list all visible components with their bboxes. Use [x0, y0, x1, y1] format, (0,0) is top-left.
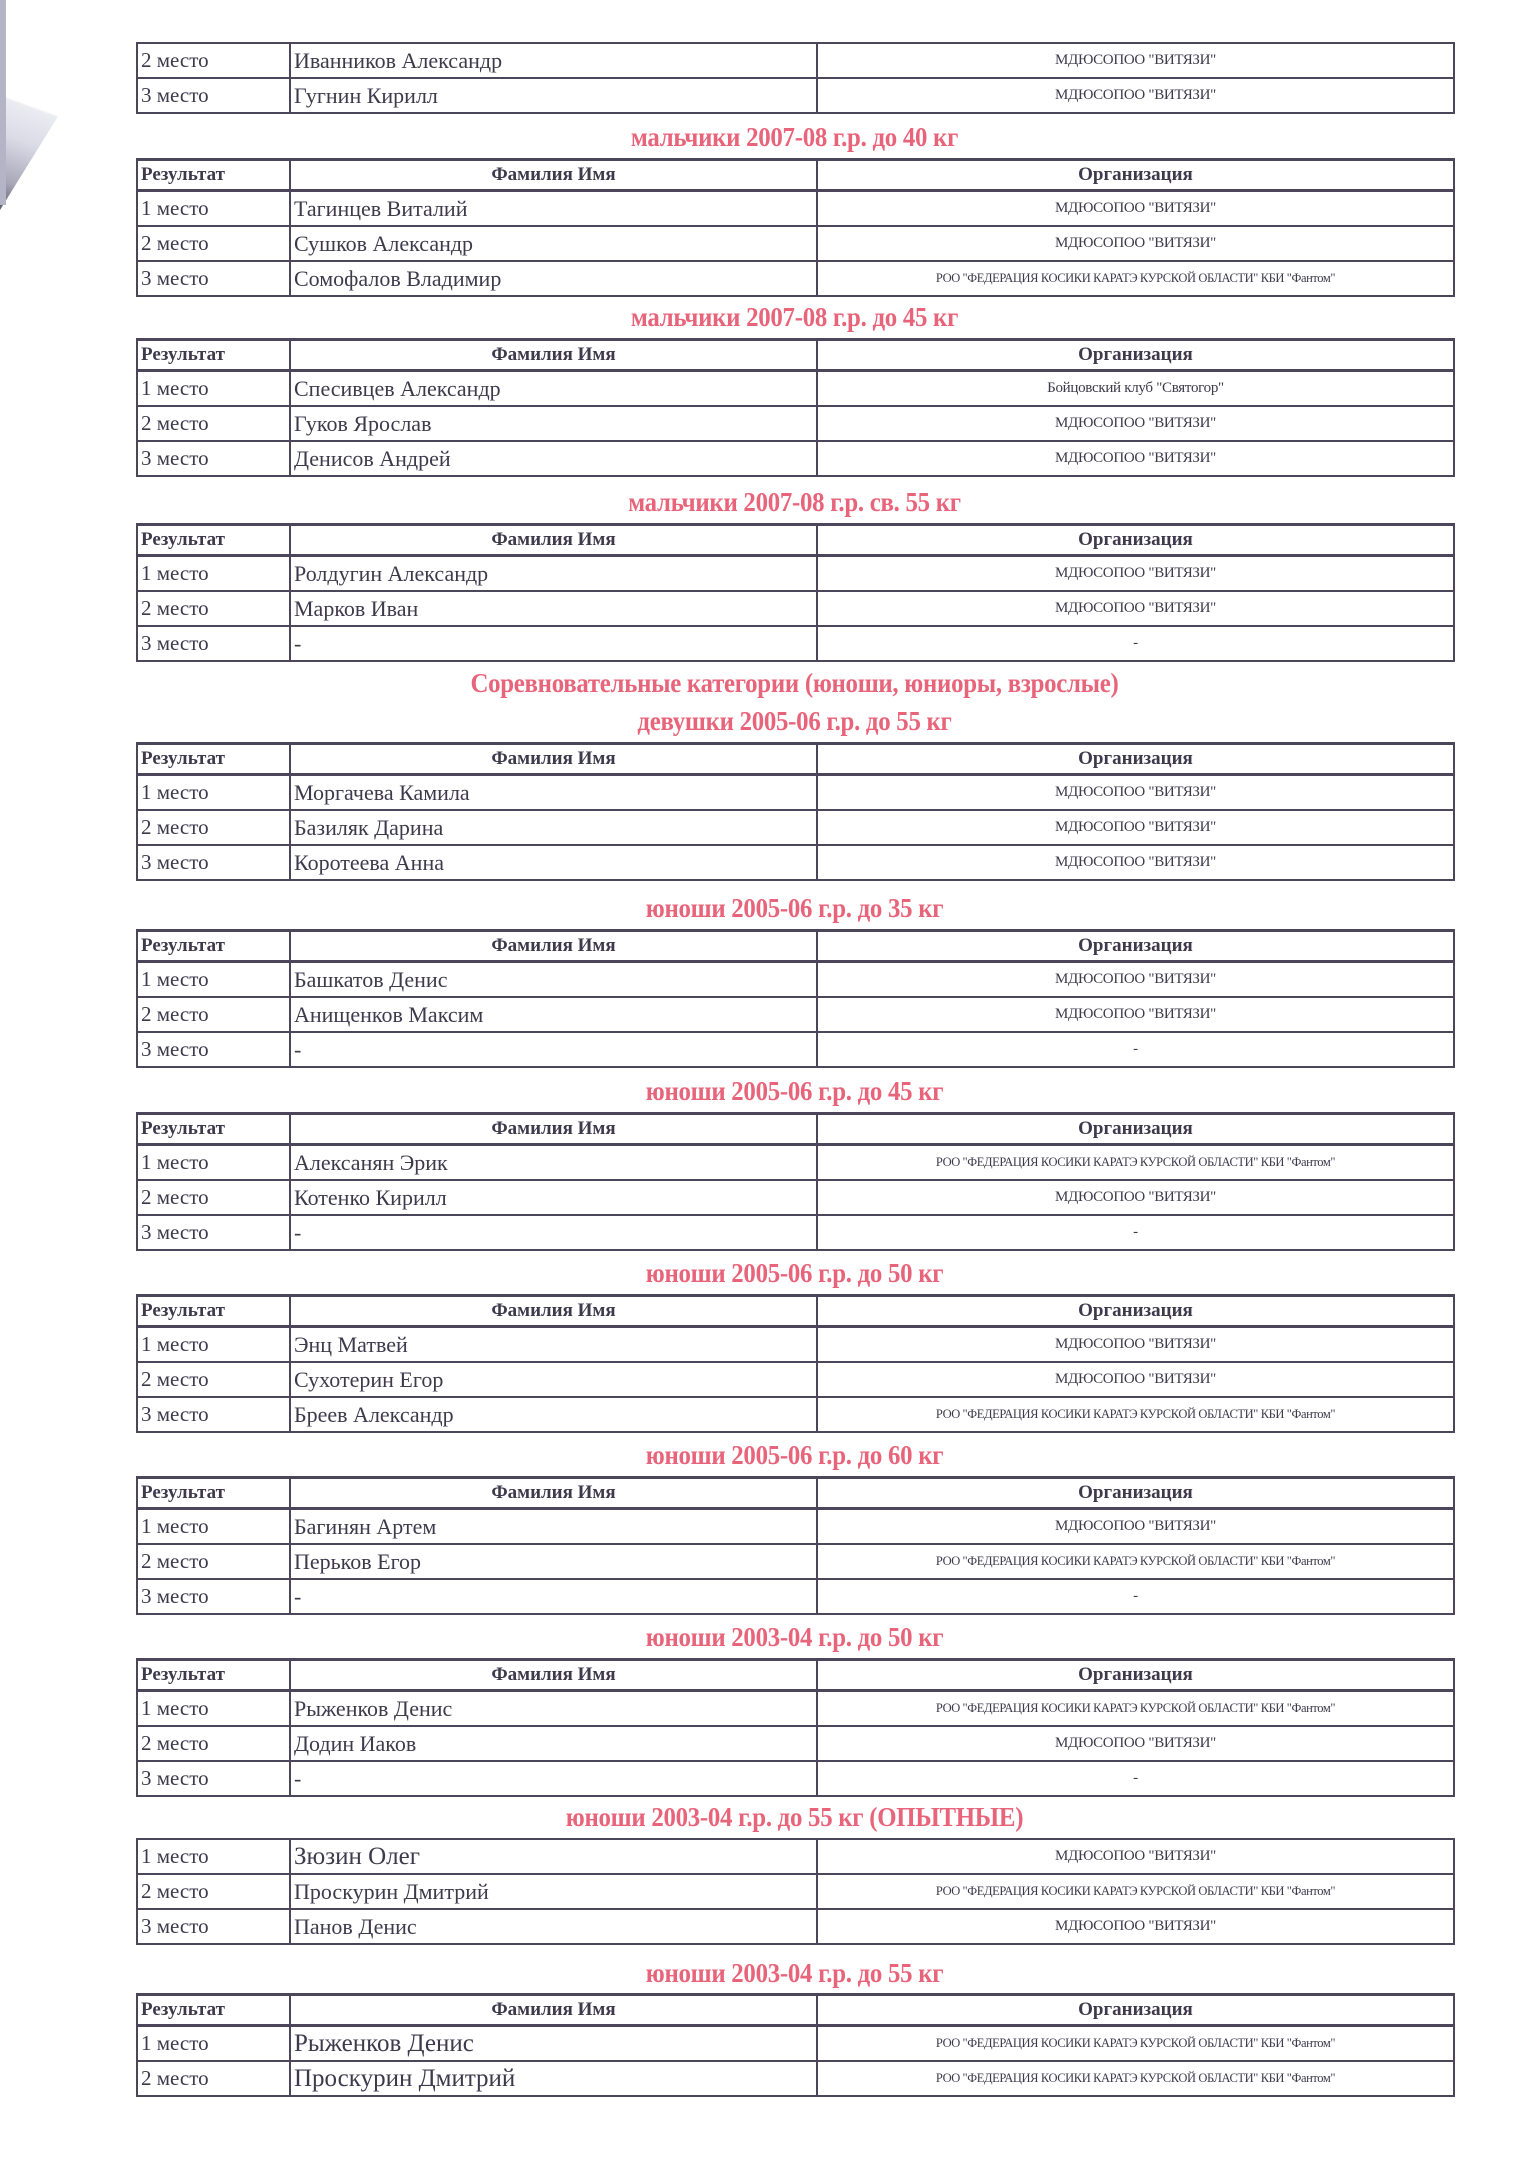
category-title: мальчики 2007-08 г.р. св. 55 кг [628, 487, 961, 517]
place-cell: 2 место [137, 1180, 290, 1215]
place-cell: 2 место [137, 1544, 290, 1579]
results-table [136, 742, 1455, 881]
organization-cell: РОО "ФЕДЕРАЦИЯ КОСИКИ КАРАТЭ КУРСКОЙ ОБЛАСТИ" КБИ "Фантом" [817, 1145, 1454, 1181]
results-table-wrapper [136, 42, 1453, 114]
organization-cell: МДЮСОПОО "ВИТЯЗИ" [817, 441, 1454, 476]
category-title: юноши 2003-04 г.р. до 55 кг [645, 1958, 944, 1988]
table-row [137, 1691, 1454, 1727]
category-title: юноши 2005-06 г.р. до 50 кг [645, 1258, 944, 1288]
table-row [137, 1544, 1454, 1579]
place-cell: 1 место [137, 1691, 290, 1727]
results-table [136, 1476, 1455, 1615]
athlete-name-cell: - [290, 1761, 817, 1796]
athlete-name-cell: Бреев Александр [290, 1397, 817, 1432]
athlete-name-cell: Денисов Андрей [290, 441, 817, 476]
table-row [137, 1726, 1454, 1761]
athlete-name-cell: Спесивцев Александр [290, 371, 817, 407]
organization-cell: РОО "ФЕДЕРАЦИЯ КОСИКИ КАРАТЭ КУРСКОЙ ОБЛАСТИ" КБИ "Фантом" [817, 2026, 1454, 2062]
organization-cell: РОО "ФЕДЕРАЦИЯ КОСИКИ КАРАТЭ КУРСКОЙ ОБЛАСТИ" КБИ "Фантом" [817, 1544, 1454, 1579]
table-row [137, 1909, 1454, 1944]
results-table [136, 929, 1455, 1068]
place-cell: 1 место [137, 1509, 290, 1545]
place-cell: 1 место [137, 556, 290, 592]
results-table [136, 42, 1455, 114]
results-table-wrapper [136, 1294, 1453, 1433]
athlete-name-cell: - [290, 626, 817, 661]
organization-cell: - [817, 1761, 1454, 1796]
table-row [137, 845, 1454, 880]
place-cell: 3 место [137, 1032, 290, 1067]
column-header-result: Результат [137, 160, 290, 191]
organization-cell: - [817, 1215, 1454, 1250]
category-title: юноши 2005-06 г.р. до 35 кг [645, 893, 944, 923]
athlete-name-cell: Зюзин Олег [290, 1839, 817, 1874]
results-table-wrapper [136, 1993, 1453, 2097]
category-title: юноши 2003-04 г.р. до 55 кг (ОПЫТНЫЕ) [565, 1802, 1024, 1832]
place-cell: 3 место [137, 1215, 290, 1250]
results-table [136, 158, 1455, 297]
place-cell: 1 место [137, 1145, 290, 1181]
column-header-org: Организация [817, 160, 1454, 191]
results-table-wrapper [136, 742, 1453, 881]
group-title: Соревновательные категории (юноши, юниоры, взрослые) [470, 668, 1119, 698]
category-title: девушки 2005-06 г.р. до 55 кг [637, 706, 952, 736]
organization-cell: МДЮСОПОО "ВИТЯЗИ" [817, 775, 1454, 811]
column-header-name: Фамилия Имя [290, 160, 817, 191]
organization-cell: - [817, 626, 1454, 661]
column-header-result: Результат [137, 1296, 290, 1327]
column-header-org: Организация [817, 1995, 1454, 2026]
results-table-wrapper [136, 338, 1453, 477]
athlete-name-cell: - [290, 1215, 817, 1250]
table-row [137, 810, 1454, 845]
column-header-result: Результат [137, 931, 290, 962]
athlete-name-cell: Гуков Ярослав [290, 406, 817, 441]
place-cell: 1 место [137, 1327, 290, 1363]
results-table [136, 1838, 1455, 1945]
athlete-name-cell: Проскурин Дмитрий [290, 1874, 817, 1909]
place-cell: 1 место [137, 1839, 290, 1874]
results-table-wrapper [136, 1112, 1453, 1251]
table-row [137, 1032, 1454, 1067]
column-header-result: Результат [137, 1660, 290, 1691]
column-header-name: Фамилия Имя [290, 744, 817, 775]
organization-cell: - [817, 1032, 1454, 1067]
athlete-name-cell: Коротеева Анна [290, 845, 817, 880]
place-cell: 2 место [137, 226, 290, 261]
athlete-name-cell: Тагинцев Виталий [290, 191, 817, 227]
organization-cell: РОО "ФЕДЕРАЦИЯ КОСИКИ КАРАТЭ КУРСКОЙ ОБЛАСТИ" КБИ "Фантом" [817, 1397, 1454, 1432]
scanned-page-edge [0, 0, 6, 205]
athlete-name-cell: - [290, 1032, 817, 1067]
place-cell: 2 место [137, 1726, 290, 1761]
place-cell: 1 место [137, 191, 290, 227]
place-cell: 3 место [137, 1579, 290, 1614]
place-cell: 1 место [137, 962, 290, 998]
organization-cell: МДЮСОПОО "ВИТЯЗИ" [817, 406, 1454, 441]
place-cell: 3 место [137, 78, 290, 113]
place-cell: 3 место [137, 261, 290, 296]
place-cell: 2 место [137, 997, 290, 1032]
table-row [137, 775, 1454, 811]
column-header-result: Результат [137, 744, 290, 775]
place-cell: 3 место [137, 1909, 290, 1944]
results-table [136, 523, 1455, 662]
category-title: мальчики 2007-08 г.р. до 45 кг [630, 302, 959, 332]
organization-cell: МДЮСОПОО "ВИТЯЗИ" [817, 1327, 1454, 1363]
athlete-name-cell: Багинян Артем [290, 1509, 817, 1545]
results-table [136, 1658, 1455, 1797]
category-title: юноши 2005-06 г.р. до 60 кг [645, 1440, 944, 1470]
column-header-result: Результат [137, 1114, 290, 1145]
table-row [137, 78, 1454, 113]
athlete-name-cell: Иванников Александр [290, 43, 817, 78]
table-row [137, 1509, 1454, 1545]
place-cell: 2 место [137, 406, 290, 441]
place-cell: 3 место [137, 1397, 290, 1432]
table-header-row [137, 1478, 1454, 1509]
organization-cell: МДЮСОПОО "ВИТЯЗИ" [817, 810, 1454, 845]
results-table [136, 338, 1455, 477]
column-header-org: Организация [817, 1478, 1454, 1509]
table-row [137, 1215, 1454, 1250]
results-table-wrapper [136, 1476, 1453, 1615]
organization-cell: МДЮСОПОО "ВИТЯЗИ" [817, 1726, 1454, 1761]
column-header-org: Организация [817, 931, 1454, 962]
place-cell: 3 место [137, 441, 290, 476]
organization-cell: МДЮСОПОО "ВИТЯЗИ" [817, 997, 1454, 1032]
table-row [137, 997, 1454, 1032]
table-row [137, 2061, 1454, 2096]
organization-cell: МДЮСОПОО "ВИТЯЗИ" [817, 591, 1454, 626]
table-row [137, 2026, 1454, 2062]
column-header-result: Результат [137, 1478, 290, 1509]
athlete-name-cell: Проскурин Дмитрий [290, 2061, 817, 2096]
column-header-org: Организация [817, 340, 1454, 371]
table-row [137, 1180, 1454, 1215]
results-table [136, 1112, 1455, 1251]
place-cell: 1 место [137, 371, 290, 407]
scanned-page-fold-shadow [0, 0, 130, 210]
column-header-result: Результат [137, 525, 290, 556]
athlete-name-cell: Рыженков Денис [290, 2026, 817, 2062]
results-table-wrapper [136, 158, 1453, 297]
athlete-name-cell: Рыженков Денис [290, 1691, 817, 1727]
athlete-name-cell: Энц Матвей [290, 1327, 817, 1363]
category-title: юноши 2003-04 г.р. до 50 кг [645, 1622, 944, 1652]
athlete-name-cell: Марков Иван [290, 591, 817, 626]
table-header-row [137, 1660, 1454, 1691]
table-header-row [137, 525, 1454, 556]
column-header-org: Организация [817, 525, 1454, 556]
organization-cell: МДЮСОПОО "ВИТЯЗИ" [817, 1180, 1454, 1215]
table-row [137, 43, 1454, 78]
athlete-name-cell: Котенко Кирилл [290, 1180, 817, 1215]
place-cell: 2 место [137, 1362, 290, 1397]
place-cell: 2 место [137, 2061, 290, 2096]
column-header-result: Результат [137, 340, 290, 371]
organization-cell: - [817, 1579, 1454, 1614]
organization-cell: Бойцовский клуб "Святогор" [817, 371, 1454, 407]
place-cell: 3 место [137, 626, 290, 661]
athlete-name-cell: Перьков Егор [290, 1544, 817, 1579]
table-row [137, 962, 1454, 998]
column-header-org: Организация [817, 1660, 1454, 1691]
athlete-name-cell: Сушков Александр [290, 226, 817, 261]
place-cell: 2 место [137, 1874, 290, 1909]
athlete-name-cell: Базиляк Дарина [290, 810, 817, 845]
table-header-row [137, 931, 1454, 962]
athlete-name-cell: Башкатов Денис [290, 962, 817, 998]
organization-cell: МДЮСОПОО "ВИТЯЗИ" [817, 43, 1454, 78]
results-table [136, 1294, 1455, 1433]
organization-cell: МДЮСОПОО "ВИТЯЗИ" [817, 1362, 1454, 1397]
table-row [137, 261, 1454, 296]
table-header-row [137, 1995, 1454, 2026]
organization-cell: МДЮСОПОО "ВИТЯЗИ" [817, 962, 1454, 998]
column-header-org: Организация [817, 744, 1454, 775]
athlete-name-cell: - [290, 1579, 817, 1614]
organization-cell: МДЮСОПОО "ВИТЯЗИ" [817, 1509, 1454, 1545]
athlete-name-cell: Моргачева Камила [290, 775, 817, 811]
table-row [137, 406, 1454, 441]
athlete-name-cell: Сухотерин Егор [290, 1362, 817, 1397]
column-header-name: Фамилия Имя [290, 931, 817, 962]
athlete-name-cell: Панов Денис [290, 1909, 817, 1944]
table-header-row [137, 1114, 1454, 1145]
table-row [137, 1874, 1454, 1909]
organization-cell: РОО "ФЕДЕРАЦИЯ КОСИКИ КАРАТЭ КУРСКОЙ ОБЛАСТИ" КБИ "Фантом" [817, 261, 1454, 296]
table-row [137, 1761, 1454, 1796]
organization-cell: РОО "ФЕДЕРАЦИЯ КОСИКИ КАРАТЭ КУРСКОЙ ОБЛАСТИ" КБИ "Фантом" [817, 1874, 1454, 1909]
organization-cell: МДЮСОПОО "ВИТЯЗИ" [817, 556, 1454, 592]
place-cell: 1 место [137, 775, 290, 811]
results-table-wrapper [136, 929, 1453, 1068]
table-header-row [137, 744, 1454, 775]
table-row [137, 1327, 1454, 1363]
results-table-wrapper [136, 1658, 1453, 1797]
table-row [137, 1397, 1454, 1432]
table-row [137, 1362, 1454, 1397]
athlete-name-cell: Анищенков Максим [290, 997, 817, 1032]
table-row [137, 1579, 1454, 1614]
table-row [137, 371, 1454, 407]
athlete-name-cell: Сомофалов Владимир [290, 261, 817, 296]
organization-cell: МДЮСОПОО "ВИТЯЗИ" [817, 78, 1454, 113]
column-header-name: Фамилия Имя [290, 1114, 817, 1145]
organization-cell: МДЮСОПОО "ВИТЯЗИ" [817, 226, 1454, 261]
table-row [137, 1145, 1454, 1181]
organization-cell: РОО "ФЕДЕРАЦИЯ КОСИКИ КАРАТЭ КУРСКОЙ ОБЛАСТИ" КБИ "Фантом" [817, 2061, 1454, 2096]
table-header-row [137, 160, 1454, 191]
column-header-result: Результат [137, 1995, 290, 2026]
column-header-name: Фамилия Имя [290, 525, 817, 556]
place-cell: 2 место [137, 810, 290, 845]
athlete-name-cell: Ролдугин Александр [290, 556, 817, 592]
table-row [137, 556, 1454, 592]
column-header-org: Организация [817, 1114, 1454, 1145]
organization-cell: РОО "ФЕДЕРАЦИЯ КОСИКИ КАРАТЭ КУРСКОЙ ОБЛАСТИ" КБИ "Фантом" [817, 1691, 1454, 1727]
table-header-row [137, 340, 1454, 371]
results-table-wrapper [136, 1838, 1453, 1945]
organization-cell: МДЮСОПОО "ВИТЯЗИ" [817, 1909, 1454, 1944]
organization-cell: МДЮСОПОО "ВИТЯЗИ" [817, 845, 1454, 880]
table-row [137, 226, 1454, 261]
category-title: мальчики 2007-08 г.р. до 40 кг [630, 122, 959, 152]
place-cell: 3 место [137, 845, 290, 880]
athlete-name-cell: Додин Иаков [290, 1726, 817, 1761]
place-cell: 1 место [137, 2026, 290, 2062]
place-cell: 2 место [137, 43, 290, 78]
organization-cell: МДЮСОПОО "ВИТЯЗИ" [817, 1839, 1454, 1874]
column-header-name: Фамилия Имя [290, 340, 817, 371]
place-cell: 2 место [137, 591, 290, 626]
column-header-name: Фамилия Имя [290, 1660, 817, 1691]
results-table [136, 1993, 1455, 2097]
athlete-name-cell: Гугнин Кирилл [290, 78, 817, 113]
table-row [137, 191, 1454, 227]
organization-cell: МДЮСОПОО "ВИТЯЗИ" [817, 191, 1454, 227]
column-header-name: Фамилия Имя [290, 1478, 817, 1509]
table-header-row [137, 1296, 1454, 1327]
table-row [137, 626, 1454, 661]
place-cell: 3 место [137, 1761, 290, 1796]
results-table-wrapper [136, 523, 1453, 662]
table-row [137, 441, 1454, 476]
column-header-name: Фамилия Имя [290, 1296, 817, 1327]
table-row [137, 591, 1454, 626]
column-header-name: Фамилия Имя [290, 1995, 817, 2026]
table-row [137, 1839, 1454, 1874]
athlete-name-cell: Алексанян Эрик [290, 1145, 817, 1181]
category-title: юноши 2005-06 г.р. до 45 кг [645, 1076, 944, 1106]
column-header-org: Организация [817, 1296, 1454, 1327]
